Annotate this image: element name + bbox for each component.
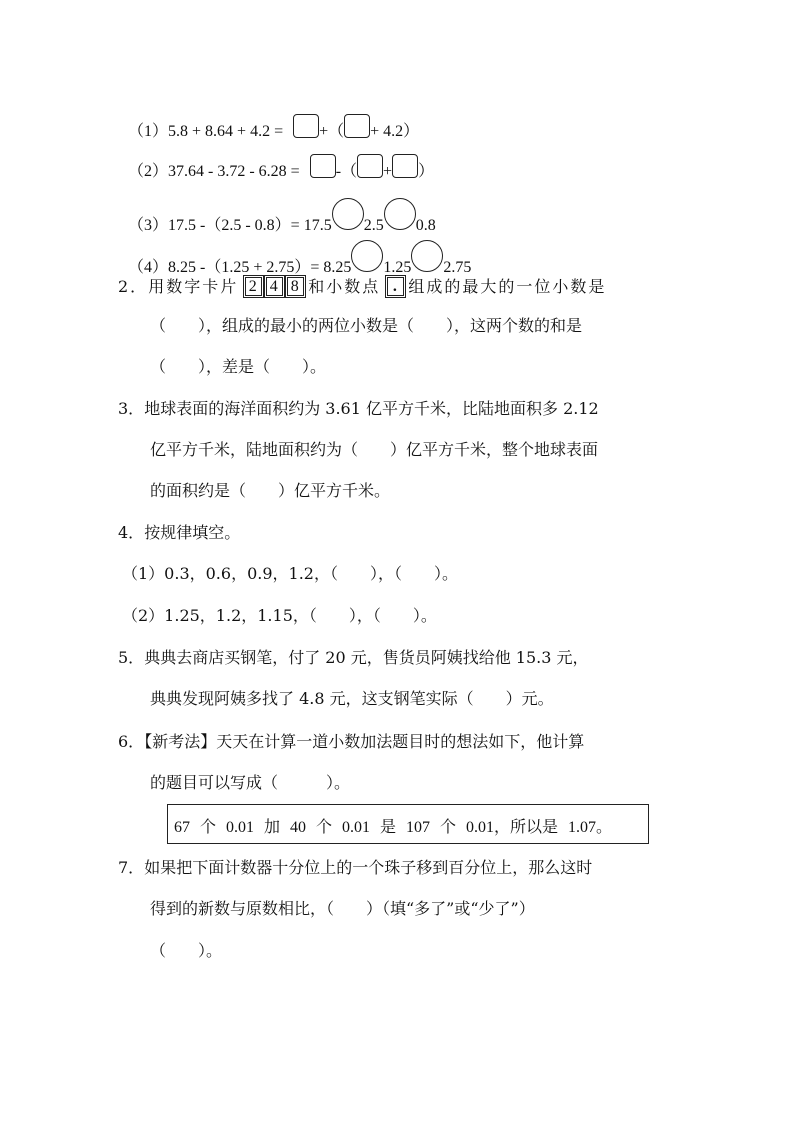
q7-number: 7． bbox=[118, 858, 145, 877]
q3-number: 3． bbox=[118, 399, 145, 418]
answer-square[interactable] bbox=[357, 154, 383, 178]
q2-number: 2． bbox=[118, 277, 149, 296]
q1-part-1-mid: +（ bbox=[319, 123, 345, 140]
q1-part-4-label: （4） bbox=[128, 259, 169, 276]
answer-square[interactable] bbox=[392, 154, 418, 178]
q1-part-2-plus: + bbox=[383, 163, 393, 180]
digit-card-2: 2 bbox=[245, 277, 262, 296]
q1-part-3-a: 2.5 bbox=[363, 217, 384, 234]
answer-circle[interactable] bbox=[384, 198, 416, 230]
digit-card-4: 4 bbox=[266, 277, 283, 296]
thinking-box bbox=[167, 804, 649, 844]
q2-line-1 bbox=[118, 276, 606, 298]
q7-line-3: （ ）。 bbox=[150, 941, 223, 960]
q4-sub-1: （1）0.3，0.6，0.9，1.2，（ ），（ ）。 bbox=[122, 564, 458, 583]
thinking-box-text: 67 个 0.01 加 40 个 0.01 是 107 个 0.01，所以是 1.07。 bbox=[174, 819, 613, 836]
answer-square[interactable] bbox=[293, 114, 319, 138]
q1-part-3 bbox=[128, 198, 436, 237]
q1-part-4 bbox=[128, 240, 471, 279]
q7-line-1 bbox=[118, 857, 592, 879]
q1-part-2-label: （2） bbox=[128, 163, 169, 180]
q5-line-1 bbox=[118, 647, 589, 669]
q4-number: 4． bbox=[118, 523, 145, 542]
q1-part-2-expression: 37.64 - 3.72 - 6.28 = bbox=[168, 163, 300, 180]
q4-line-1 bbox=[118, 522, 240, 544]
q2-line-3: （ ），差是（ ）。 bbox=[150, 357, 327, 376]
q1-part-4-expression: 8.25 -（1.25 + 2.75）= 8.25 bbox=[168, 259, 352, 276]
q1-part-2-mid: -（ bbox=[335, 163, 358, 180]
digit-card-8: 8 bbox=[287, 277, 304, 296]
q4-text-1: 按规律填空。 bbox=[144, 523, 241, 542]
q3-line-3: 的面积约是（ ）亿平方千米。 bbox=[150, 481, 391, 500]
q5-text-1: 典典去商店买钢笔，付了 20 元，售货员阿姨找给他 15.3 元， bbox=[144, 648, 589, 667]
q3-line-2: 亿平方千米，陆地面积约为（ ）亿平方千米，整个地球表面 bbox=[150, 440, 599, 459]
q1-part-3-expression: 17.5 -（2.5 - 0.8）= 17.5 bbox=[168, 217, 332, 234]
answer-circle[interactable] bbox=[351, 240, 383, 272]
q6-number: 6． bbox=[118, 732, 145, 751]
q1-part-3-b: 0.8 bbox=[415, 217, 436, 234]
q2-text-3: 组成的最大的一位小数是 bbox=[408, 277, 607, 296]
q1-part-1-expression: 5.8 + 8.64 + 4.2 = bbox=[168, 123, 284, 140]
q1-part-4-a: 1.25 bbox=[383, 259, 412, 276]
answer-square[interactable] bbox=[310, 154, 336, 178]
answer-square[interactable] bbox=[344, 114, 370, 138]
q1-part-4-b: 2.75 bbox=[443, 259, 472, 276]
q3-line-1 bbox=[118, 398, 599, 420]
answer-circle[interactable] bbox=[411, 240, 443, 272]
q7-line-2: 得到的新数与原数相比，（ ）（填“多了”或“少了”） bbox=[150, 899, 535, 918]
q2-text-1: 用数字卡片 bbox=[148, 277, 239, 296]
q5-line-2: 典典发现阿姨多找了 4.8 元，这支钢笔实际（ ）元。 bbox=[150, 689, 554, 708]
q6-line-1 bbox=[118, 731, 584, 753]
q3-text-1: 地球表面的海洋面积约为 3.61 亿平方千米，比陆地面积多 2.12 bbox=[144, 399, 599, 418]
q1-part-1 bbox=[128, 114, 419, 143]
q1-part-3-label: （3） bbox=[128, 217, 169, 234]
answer-circle[interactable] bbox=[332, 198, 364, 230]
q1-part-1-right: + 4.2） bbox=[370, 123, 420, 140]
q2-line-2: （ ），组成的最小的两位小数是（ ），这两个数的和是 bbox=[150, 316, 583, 335]
q4-sub-2: （2）1.25，1.2，1.15，（ ），（ ）。 bbox=[122, 606, 437, 625]
decimal-point-card: . bbox=[387, 277, 404, 296]
q1-part-2 bbox=[128, 154, 434, 183]
q6-line-2: 的题目可以写成（ ）。 bbox=[150, 773, 351, 792]
q6-text-1: 【新考法】天天在计算一道小数加法题目时的想法如下，他计算 bbox=[144, 732, 585, 751]
q1-part-1-label: （1） bbox=[128, 123, 169, 140]
q7-text-1: 如果把下面计数器十分位上的一个珠子移到百分位上，那么这时 bbox=[144, 858, 593, 877]
q1-part-2-close: ） bbox=[418, 163, 435, 180]
q2-text-2: 和小数点 bbox=[308, 277, 381, 296]
q5-number: 5． bbox=[118, 648, 145, 667]
